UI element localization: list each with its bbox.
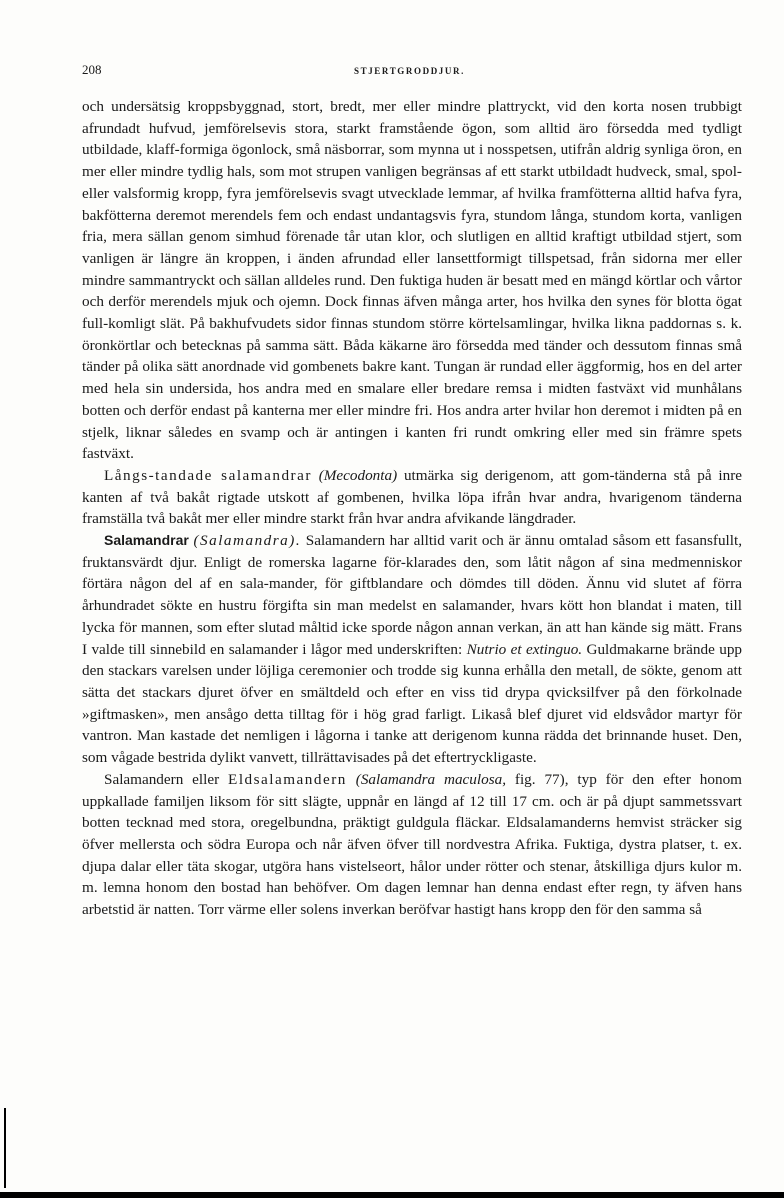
paragraph-3-text: Salamandern har alltid varit och är ännu omtalad såsom ett fasansfullt, fruktansvärdt djur. Enligt de romerska lagarne för-klarades den, som låtit någon af sina medmenniskor förtära någon del af en sala-mander, för giftblandare och dömdes till döden. Ännu vid slutet af förra århundradet sökte en hustru förgifta sin man medelst en salamander, hvars kött hon blandat i maten, till lycka för mannen, som efter slutad måltid icke sporde någon annan verkan, än att han kände sig mätt. Frans I valde till sinnebild en salamander i lågor med underskriften: [82,532,743,658]
paragraph-4-text: fig. 77), typ för den efter honom uppkallade familjen liksom för sitt slägte, uppnår en längd af 12 till 17 cm. och är på djupt sammetssvart botten tecknad med stora, oregelbundna, präktigt guldgula fläckar. Eldsalamanderns hemvist sträcker sig öfver mellersta och södra Europa och når äfven öfver till nordvestra Afrika. Fuktiga, dystra platser, t. ex. djupa dalar eller täta skogar, utgöra hans vistelseort, hålor under rötter och stenar, åtskilliga djurs kulor m. m. lemna honom den bostad han behöfver. Om dagen lemnar han denna endast efter regn, ty äfven hans arbetstid är natten. Torr värme eller solens inverkan beröfvar hastigt hans kropp den för den samma så [82,770,742,919]
body-text [82,96,742,921]
latin-salamandra-maculosa: (Salamandra maculosa, [355,770,506,788]
paragraph-3-end: Guldmakarne brände upp den stackars varelsen under löjliga ceremonier och trodde sig kunna erhålla den metall, de sökte, genom att sätta det stackars djuret öfver en smältdeld och efter en viss tid drypa qvicksilfver på den förkolnade »giftmasken», men ansågo detta tilltag för i hög grad farligt. Likaså blef djuret vid eldsvådor martyr för vantron. Man kastade det nemligen i lågorna i tanke att derigenom kunna rädda det brinnande huset. Den, som vågade bestrida dylikt vanvett, tillrättavisades på det eftertryckligaste. [82,640,743,767]
motto: Nutrio et extinguo. [466,640,583,658]
latin-salamandra: (Salamandra). [193,532,302,550]
heading-salamandrar: Salamandrar [104,532,189,549]
paragraph-2 [82,465,742,530]
page-header [82,62,742,80]
scan-bottom-edge [0,1192,784,1198]
latin-mecodonta: (Mecodonta) [318,466,398,484]
scan-edge-mark [4,1108,6,1188]
running-head: STJERTGRODDJUR. [354,66,465,76]
term-mecodonta: Långs-tandade salamandrar [104,466,312,484]
term-eldsalamandern: Eldsalamandern [228,770,347,788]
paragraph-4 [82,769,742,921]
paragraph-2-text: utmärka sig derigenom, att gom-tänderna stå på inre kanten af två bakåt rigtade utskott af gombenen, hvilka löpa ifrån hvar andra, hvarigenom tänderna framställa två bakåt mer eller mindre starkt från hvar andra afvikande längdrader. [82,466,743,528]
paragraph-1: och undersätsig kroppsbyggnad, stort, bredt, mer eller mindre plattryckt, vid den korta nosen trubbigt afrundadt hufvud, jemförelsevis stora, starkt framstående ögon, som alltid äro försedda med tydligt utbildade, klaff-formiga ögonlock, små näsborrar, som mynna ut i nosspetsen, utifrån aldrig synliga öron, en mer eller mindre tydlig hals, som mot strupen vanligen begränsas af ett starkt utbildadt hudveck, smal, spol- eller valsformig kropp, fyra jemförelsevis svagt utvecklade lemmar, af hvilka framfötterna alltid hafva fyra, bakfötterna deremot merendels fem och endast undantagsvis fyra, stundom långa, stundom korta, vanligen fria, mera sällan genom simhud förenade tår utan klor, och slutligen en alltid kraftigt utbildad stjert, som vanligen är längre än kroppen, i änden afrundad eller lansettformigt tillspetsad, från sidorna mer eller mindre sammantryckt och sällan alldeles rund. Den fuktiga huden är besatt med en mängd körtlar och vårtor och derför merendels mjuk och ojemn. Dock finnas äfven många arter, hos hvilka den synes för blotta ögat full-komligt slät. På bakhufvudets sidor finnas stundom större körtelsamlingar, hvilka likna paddornas s. k. öronkörtlar och betecknas på samma sätt. Båda käkarne äro försedda med tänder och dessutom finnas små tänder på olika sätt anordnade vid gombenets bakre kant. Tungan är rundad eller äggformig, hos en del arter med hela sin undersida, hos andra med en smalare eller bredare remsa i midten fastväxt vid munhålans botten och derför endast på kanterna mer eller mindre fri. Hos andra arter hvilar hon deremot i midten på en stjelk, liknar således en svamp och är antingen i kanten fri rundt omkring eller med sin främre spets fastväxt. [82,98,742,463]
paragraph-3 [82,530,742,769]
page-number: 208 [82,62,102,77]
paragraph-4-start: Salamandern eller [104,770,220,788]
